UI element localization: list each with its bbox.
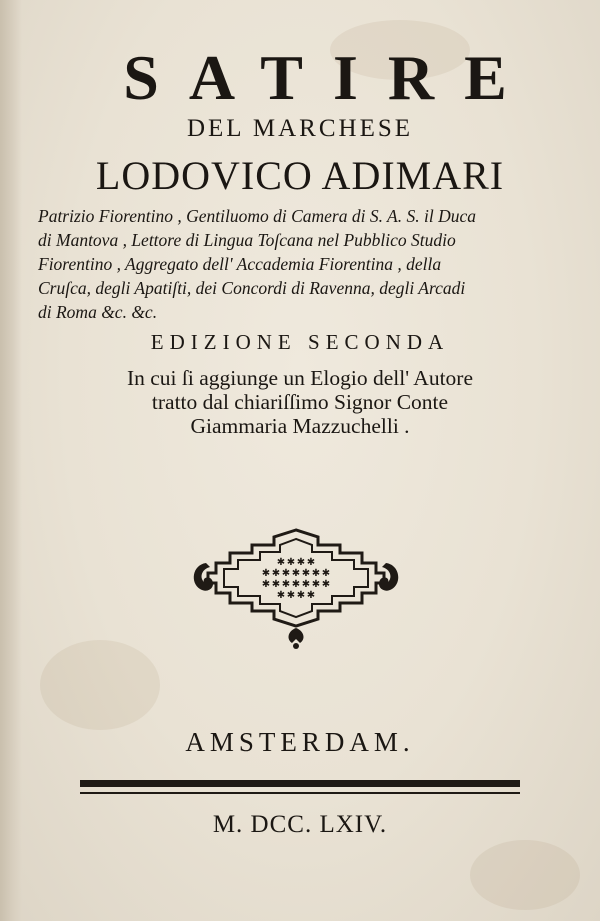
svg-text:✱: ✱: [286, 557, 296, 568]
credentials-line: Fiorentino , Aggregato dell' Accademia Fiorentina , della: [38, 254, 442, 274]
svg-text:✱: ✱: [271, 579, 281, 590]
credentials-line: di Roma &c. &c.: [38, 302, 158, 322]
credentials-line: Cruſca, degli Apatiſti, dei Concordi di Ravenna, degli Arcadi: [38, 278, 466, 298]
svg-text:✱: ✱: [301, 568, 311, 579]
svg-text:✱: ✱: [321, 579, 331, 590]
svg-text:✱: ✱: [276, 557, 286, 568]
elogio-statement: [50, 366, 550, 438]
elogio-line: Giammaria Mazzuchelli .: [190, 414, 410, 438]
svg-text:✱: ✱: [276, 590, 286, 601]
book-title: SATIRE: [123, 42, 537, 113]
svg-text:✱: ✱: [261, 579, 271, 590]
svg-text:✱: ✱: [306, 557, 316, 568]
paper-stain: [40, 640, 160, 730]
svg-text:✱: ✱: [301, 579, 311, 590]
svg-text:✱: ✱: [281, 579, 291, 590]
author-name: LODOVICO ADIMARI: [95, 153, 505, 198]
credentials-line: di Mantova , Lettore di Lingua Toſcana nel Pubblico Studio: [38, 230, 456, 250]
svg-text:✱: ✱: [296, 590, 306, 601]
svg-text:✱: ✱: [321, 568, 331, 579]
svg-text:✱: ✱: [306, 590, 316, 601]
svg-text:✱: ✱: [311, 579, 321, 590]
author-credentials: [38, 204, 578, 324]
book-subtitle: DEL MARCHESE: [186, 115, 414, 142]
imprint-place: AMSTERDAM.: [185, 727, 415, 757]
imprint-date: M. DCC. LXIV.: [212, 811, 388, 838]
svg-text:✱: ✱: [291, 568, 301, 579]
svg-text:✱: ✱: [291, 579, 301, 590]
svg-text:✱: ✱: [311, 568, 321, 579]
svg-text:✱: ✱: [271, 568, 281, 579]
svg-text:✱: ✱: [261, 568, 271, 579]
svg-text:✱: ✱: [281, 568, 291, 579]
edition-statement: EDIZIONE SECONDA: [150, 330, 450, 354]
elogio-line: In cui ſi aggiunge un Elogio dell' Autore: [126, 366, 473, 390]
svg-text:✱: ✱: [286, 590, 296, 601]
credentials-line: Patrizio Fiorentino , Gentiluomo di Camera di S. A. S. il Duca: [38, 206, 476, 226]
imprint-rule: [80, 780, 520, 787]
imprint-rule-thin: [80, 792, 520, 794]
elogio-line: tratto dal chiariſſimo Signor Conte: [151, 390, 449, 414]
paper-stain: [470, 840, 580, 910]
svg-text:✱: ✱: [296, 557, 306, 568]
printer-ornament-icon: [190, 525, 402, 650]
